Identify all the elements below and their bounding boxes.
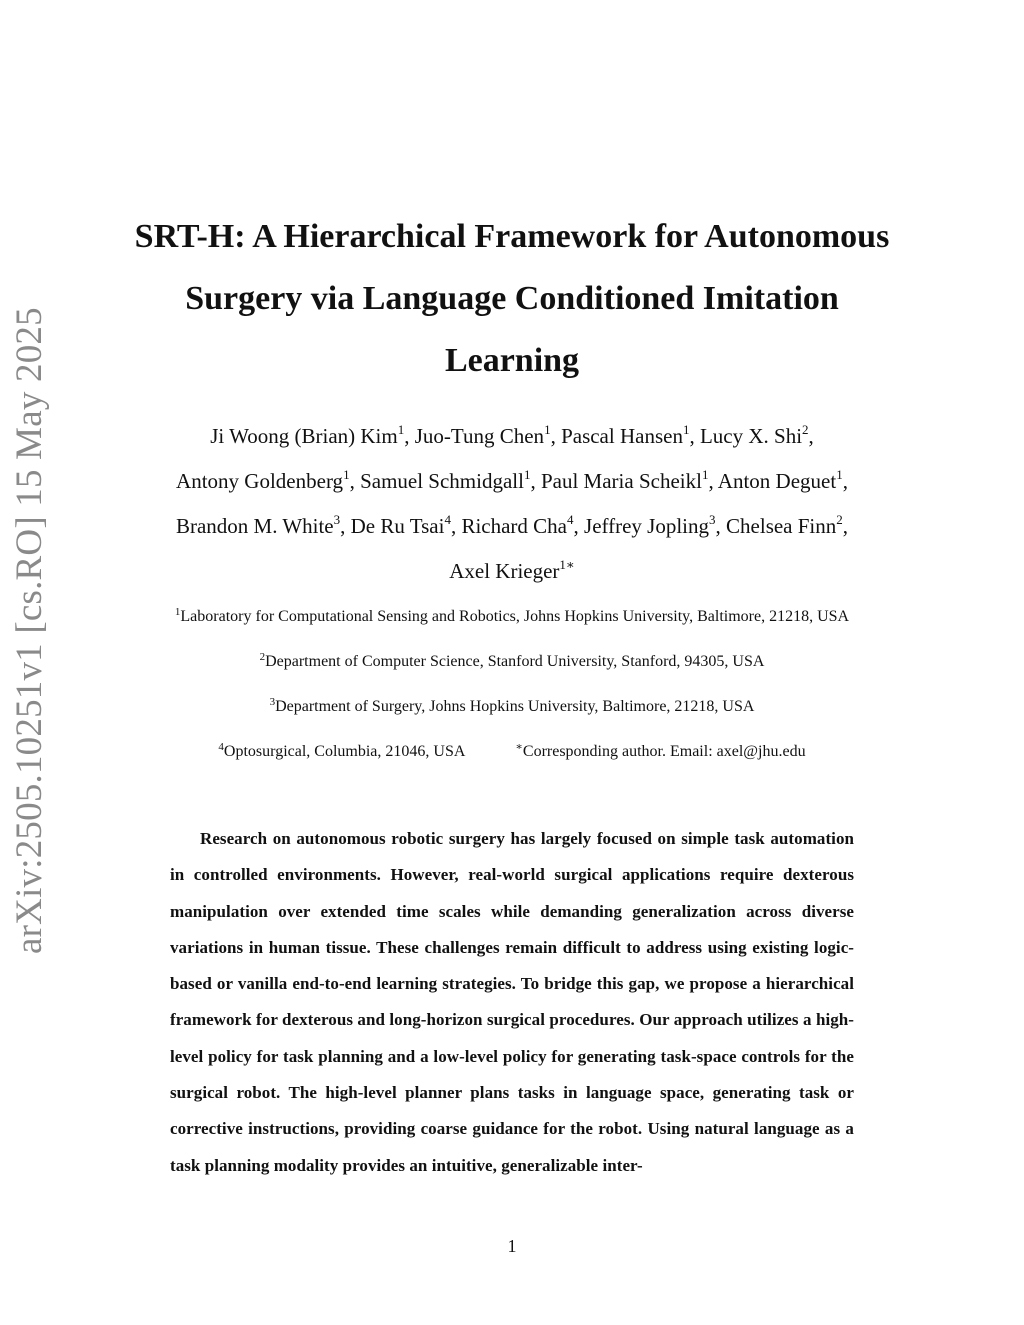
author-name: Axel Krieger [449, 559, 560, 583]
author-affiliation-mark: 1 [701, 467, 709, 482]
title-line: SRT-H: A Hierarchical Framework for Autonomous [134, 218, 890, 255]
affiliation-text: Department of Computer Science, Stanford University, Stanford, 94305, USA [265, 653, 765, 670]
author-affiliation-mark: 1 [682, 422, 690, 437]
affiliation [218, 735, 465, 780]
affiliation-text: Laboratory for Computational Sensing and Robotics, Johns Hopkins University, Baltimore, 21218, USA [180, 608, 850, 625]
author-separator: , [808, 424, 814, 448]
author-name: De Ru Tsai [350, 514, 445, 538]
corresponding-mark: ∗ [515, 741, 523, 753]
author-name: Chelsea Finn [726, 514, 837, 538]
affiliation-list [90, 600, 934, 780]
author-line [100, 504, 924, 549]
corresponding-author-text: Corresponding author. Email: axel@jhu.edu [522, 743, 806, 760]
arxiv-identifier-text: arXiv:2505.10251v1 [cs.RO] 15 May 2025 [9, 307, 50, 954]
author-name: Samuel Schmidgall [360, 469, 524, 493]
author-affiliation-mark: 1 [343, 467, 350, 482]
author-separator: , [842, 514, 849, 538]
affiliation-text: Department of Surgery, Johns Hopkins University, Baltimore, 21218, USA [275, 698, 755, 715]
affiliation-row [90, 735, 934, 780]
author-line [100, 549, 924, 594]
author-separator: , [404, 424, 415, 448]
author-name: Pascal Hansen [561, 424, 683, 448]
affiliation [90, 690, 934, 735]
author-name: Richard Cha [461, 514, 568, 538]
author-affiliation-mark: 2 [802, 422, 809, 437]
author-separator: , [573, 514, 585, 538]
affiliation [90, 645, 934, 690]
affiliation-mark: 2 [259, 651, 266, 663]
author-affiliation-mark: 2 [836, 512, 843, 527]
author-affiliation-mark: 4 [567, 512, 574, 527]
corresponding-author-note [515, 735, 805, 780]
affiliation-text: Optosurgical, Columbia, 21046, USA [223, 743, 466, 760]
author-affiliation-mark: 1 [523, 467, 531, 482]
author-affiliation-mark: 1 [836, 467, 843, 482]
author-name: Paul Maria Scheikl [540, 469, 702, 493]
author-name: Ji Woong (Brian) Kim [210, 424, 398, 448]
author-separator: , [550, 424, 562, 448]
author-separator: , [450, 514, 462, 538]
author-affiliation-mark: 1 [544, 422, 551, 437]
author-separator: , [530, 469, 541, 493]
author-affiliation-mark: 3 [333, 512, 341, 527]
affiliation-mark: 4 [218, 741, 224, 753]
affiliation [90, 600, 934, 645]
author-separator: , [842, 469, 848, 493]
author-separator: , [708, 469, 718, 493]
author-list [100, 414, 924, 594]
affiliation-mark: 3 [269, 696, 276, 708]
title-line: Learning [444, 342, 580, 379]
author-affiliation-mark: 1 [397, 422, 405, 437]
author-separator: , [715, 514, 727, 538]
author-name: Anton Deguet [717, 469, 837, 493]
title-line: Surgery via Language Conditioned Imitation [185, 280, 839, 317]
author-name: Jeffrey Jopling [584, 514, 710, 538]
author-separator: , [340, 514, 351, 538]
page-number: 1 [507, 1236, 517, 1256]
author-name: Lucy X. Shi [699, 424, 803, 448]
paper-title [100, 206, 924, 392]
author-separator: , [689, 424, 700, 448]
author-affiliation-mark: 4 [444, 512, 451, 527]
abstract: Research on autonomous robotic surgery has largely focused on simple task automation in controlled environments. However, real-world surgical applications require dexterous manipulation over extended time scales while demanding generalization across diverse variations in human tissue. These challenges remain difficult to address using existing logic-based or vanilla end-to-end learning strategies. To bridge this gap, we propose a hierarchical framework for dexterous and long-horizon surgical procedures. Our approach utilizes a high-level policy for task planning and a low-level policy for generating task-space controls for the surgical robot. The high-level planner plans tasks in language space, generating task or corrective instructions, providing coarse guidance for the robot. Using natural language as a task planning modality provides an intuitive, generalizable inter- [170, 829, 854, 1175]
author-name: Antony Goldenberg [176, 469, 344, 493]
author-name: Juo-Tung Chen [414, 424, 545, 448]
author-line [100, 414, 924, 459]
author-affiliation-mark: 1∗ [559, 557, 575, 572]
author-name: Brandon M. White [175, 514, 334, 538]
author-separator: , [349, 469, 361, 493]
author-line [100, 459, 924, 504]
author-affiliation-mark: 3 [709, 512, 716, 527]
affiliation-mark: 1 [174, 606, 181, 618]
